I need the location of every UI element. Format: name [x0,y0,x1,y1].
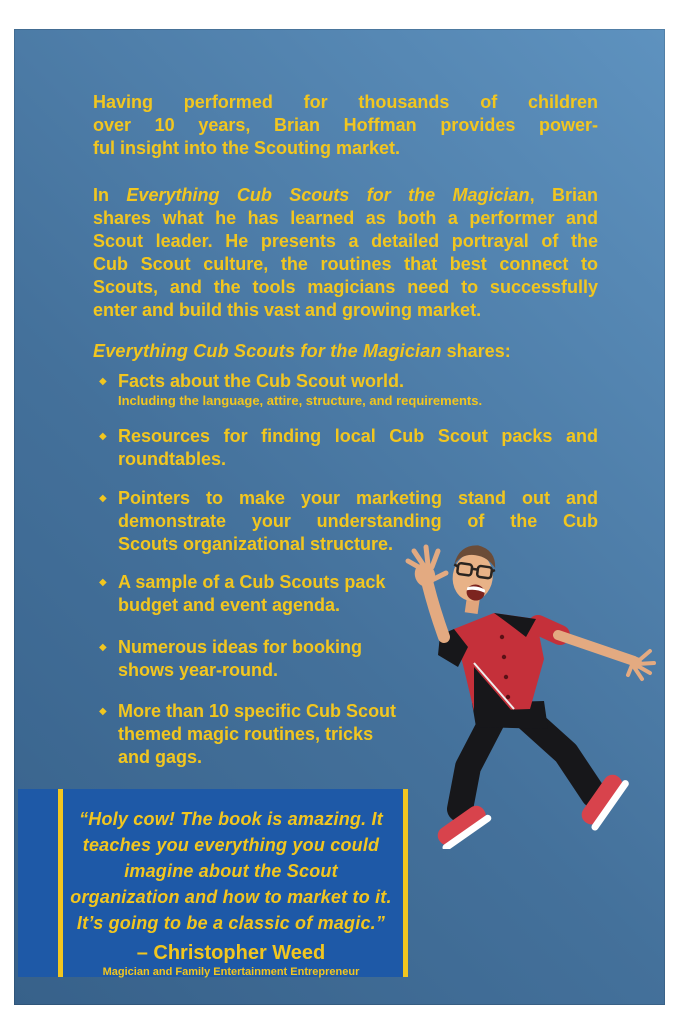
back-cover-panel [14,29,665,1005]
body-paragraph [93,184,598,322]
text-line: and gags. [118,747,203,767]
shares-heading-rest: shares: [441,341,511,361]
quote-line: teaches you everything you could [82,835,380,855]
list-item-booking [93,636,398,682]
bullet-subtext: Including the language, attire, structure, and requirements. [118,393,483,408]
text-line: shares what he has learned as both a performer and [93,208,598,228]
quote-box [18,789,408,977]
photo-shirt [438,613,544,711]
body-paragraph-lines [93,207,598,322]
intro-paragraph [93,91,598,160]
list-item-resources [93,425,598,471]
text-line: enter and build this vast and growing market. [93,300,482,320]
yellow-rule-left [58,789,63,977]
bullet-diamond-icon: ◆ [99,642,107,653]
book-title-inline: Everything Cub Scouts for the Magician [93,341,442,361]
text-line: Pointers to make your marketing stand out and [118,488,598,508]
text-line: budget and event agenda. [118,595,341,615]
text-line: More than 10 specific Cub Scout [118,701,397,721]
photo-right-arm [538,625,654,679]
text-line: Scout leader. He presents a detailed portrayal of the [93,231,598,251]
quote-line: imagine about the Scout [124,861,338,881]
photo-left-arm [408,547,446,637]
photo-head [448,543,498,616]
magician-photo [398,539,658,849]
photo-legs [460,701,594,809]
book-title-inline: Everything Cub Scouts for the Magician [126,185,530,205]
text-line: over 10 years, Brian Hoffman provides power- [93,115,598,135]
bullet-diamond-icon: ◆ [99,493,107,504]
list-item-facts [93,370,598,409]
text-line: themed magic routines, tricks [118,724,374,744]
quote-line: organization and how to market to it. [70,887,392,907]
bullet-diamond-icon: ◆ [99,577,107,588]
list-item-sample [93,571,418,617]
text-line: roundtables. [118,449,227,469]
text-line: Facts about the Cub Scout world. [118,371,405,391]
body-line-pre: In [93,185,127,205]
text-line: shows year-round. [118,660,279,680]
quote-text [66,806,396,936]
bullet-diamond-icon: ◆ [99,431,107,442]
bullet-diamond-icon: ◆ [99,376,107,387]
body-line-post: , Brian [529,185,598,205]
text-line: Having performed for thousands of children [93,92,598,112]
list-item-routines [93,700,448,769]
body-first-line [93,184,598,207]
text-line: Numerous ideas for booking [118,637,363,657]
attribution-title: Magician and Family Entertainment Entrepreneur [102,966,360,978]
shares-heading [93,340,598,363]
bullet-diamond-icon: ◆ [99,706,107,717]
text-line: Cub Scout culture, the routines that best connect to [93,254,598,274]
text-line: ful insight into the Scouting market. [93,138,401,158]
text-line: A sample of a Cub Scouts pack [118,572,386,592]
text-line: demonstrate your understanding of the Cub [118,511,598,531]
quote-attribution: – Christopher Weed [136,942,326,964]
text-line: Scouts, and the tools magicians need to successfully [93,277,598,297]
quote-line: It’s going to be a classic of magic.” [76,913,386,933]
quote-line: “Holy cow! The book is amazing. It [79,809,383,829]
text-line: Scouts organizational structure. [118,534,394,554]
text-line: Resources for finding local Cub Scout packs and [118,426,598,446]
